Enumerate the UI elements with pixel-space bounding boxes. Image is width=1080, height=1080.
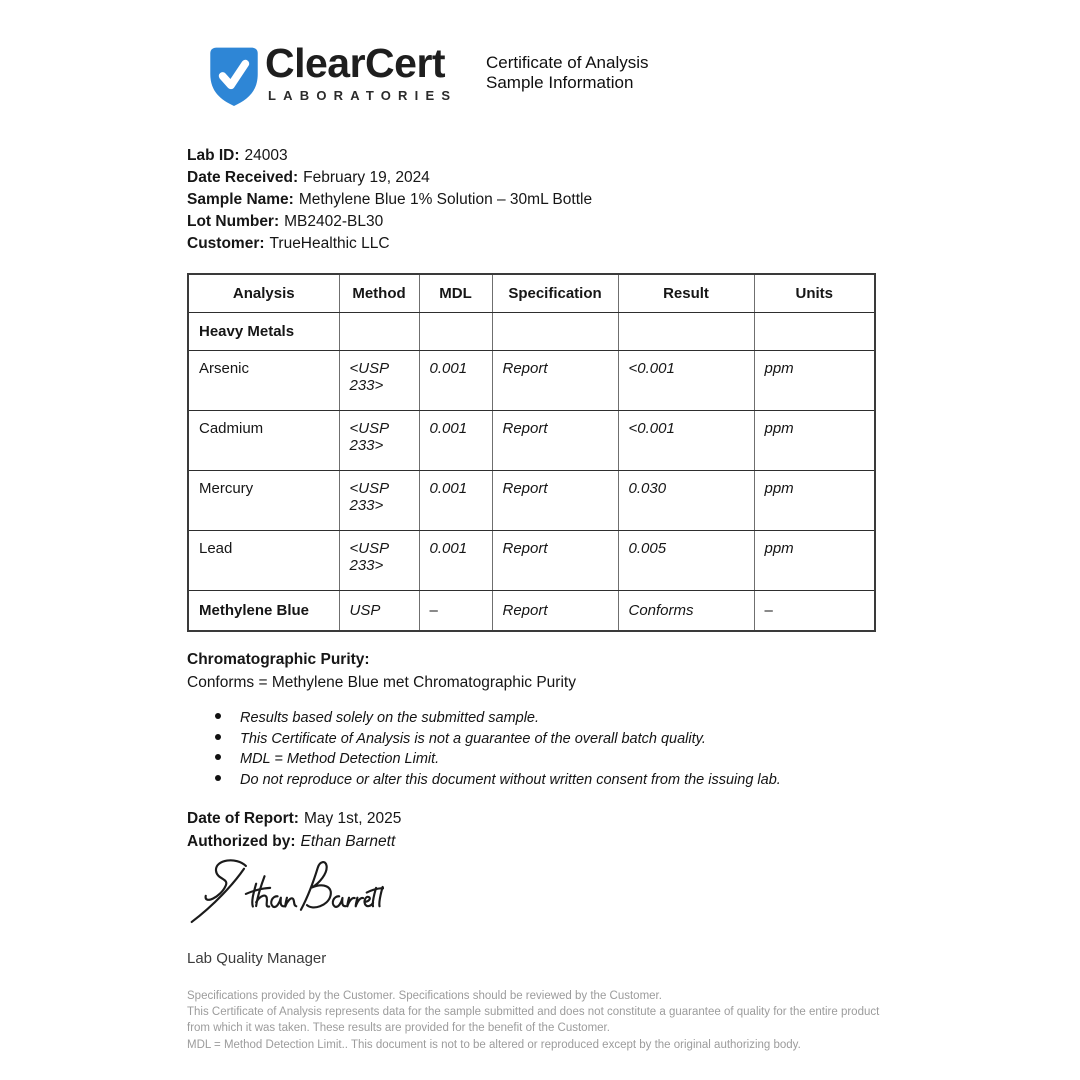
document-title-block xyxy=(486,53,649,92)
disclaimer-item: Do not reproduce or alter this document without written consent from the issuing lab. xyxy=(215,772,781,793)
cell-mdl: 0.001 xyxy=(419,350,492,410)
cell-mdl: 0.001 xyxy=(419,470,492,530)
fine-print-line: from which it was taken. These results are provided for the benefit of the Customer. xyxy=(187,1022,610,1035)
group-label: Heavy Metals xyxy=(188,312,339,350)
header-specification: Specification xyxy=(492,274,618,312)
field-label: Lot Number: xyxy=(187,213,280,230)
authorized-label: Authorized by: xyxy=(187,832,296,850)
fine-print-line: MDL = Method Detection Limit.. This document is not to be altered or reproduced except by the original authorizing body. xyxy=(187,1038,801,1051)
report-date-label: Date of Report: xyxy=(187,810,299,827)
report-meta xyxy=(187,808,401,853)
fine-print xyxy=(187,988,882,1053)
fine-print-line: Specifications provided by the Customer. Specifications should be reviewed by the Customer. xyxy=(187,990,662,1002)
cell-units: ppm xyxy=(754,410,875,470)
table-header-row xyxy=(188,274,875,312)
header-analysis: Analysis xyxy=(188,274,339,312)
cell-specification: Report xyxy=(492,470,618,530)
field-label: Sample Name: xyxy=(187,191,294,208)
cell-mdl: – xyxy=(419,590,492,631)
cell-mdl: 0.001 xyxy=(419,410,492,470)
cell-method: <USP 233> xyxy=(339,530,419,590)
cell-result: Conforms xyxy=(618,590,754,631)
bullet-icon xyxy=(215,754,221,760)
field-label: Customer: xyxy=(187,235,265,252)
cell-analysis: Mercury xyxy=(188,470,339,530)
cell-units: ppm xyxy=(754,350,875,410)
cell-method: <USP 233> xyxy=(339,410,419,470)
cell-result: 0.030 xyxy=(618,470,754,530)
group-row-heavy-metals xyxy=(188,312,875,350)
cell-analysis: Lead xyxy=(188,530,339,590)
analysis-table xyxy=(187,273,876,632)
report-date-value: May 1st, 2025 xyxy=(303,810,402,827)
field-value: MB2402-BL30 xyxy=(284,213,384,230)
brand-text xyxy=(265,40,457,103)
sample-info-row xyxy=(187,211,592,233)
purity-heading: Chromatographic Purity: xyxy=(187,651,370,668)
disclaimer-item: This Certificate of Analysis is not a guarantee of the overall batch quality. xyxy=(215,731,781,752)
disclaimer-item: MDL = Method Detection Limit. xyxy=(215,751,781,772)
brand-header xyxy=(207,40,457,108)
header-units: Units xyxy=(754,274,875,312)
bullet-icon xyxy=(215,734,221,740)
report-date-row xyxy=(187,808,401,831)
table-row-lead xyxy=(188,530,875,590)
cell-method: <USP 233> xyxy=(339,470,419,530)
document-section: Sample Information xyxy=(486,72,634,92)
fine-print-line: This Certificate of Analysis represents data for the sample submitted and does not constitute a guarantee of quality for the entire product xyxy=(187,1006,880,1019)
cell-specification: Report xyxy=(492,350,618,410)
header-result: Result xyxy=(618,274,754,312)
field-value: TrueHealthic LLC xyxy=(269,235,390,252)
authorized-value: Ethan Barnett xyxy=(300,832,396,850)
field-value: 24003 xyxy=(244,147,288,164)
cell-units: ppm xyxy=(754,530,875,590)
table-row-methylene-blue xyxy=(188,590,875,631)
header-mdl: MDL xyxy=(419,274,492,312)
disclaimer-item: Results based solely on the submitted sample. xyxy=(215,710,781,731)
authorized-row xyxy=(187,831,401,854)
field-label: Date Received: xyxy=(187,169,299,186)
sample-info-row xyxy=(187,233,592,255)
sample-info xyxy=(187,145,592,255)
cell-units: – xyxy=(754,590,875,631)
sample-info-row xyxy=(187,167,592,189)
cell-result: <0.001 xyxy=(618,350,754,410)
purity-block xyxy=(187,648,576,694)
cell-mdl: 0.001 xyxy=(419,530,492,590)
table-row-mercury xyxy=(188,470,875,530)
table-row-cadmium xyxy=(188,410,875,470)
cell-specification: Report xyxy=(492,590,618,631)
brand-tagline: LABORATORIES xyxy=(268,88,458,103)
shield-check-icon xyxy=(207,42,261,108)
cell-method: USP xyxy=(339,590,419,631)
cell-result: 0.005 xyxy=(618,530,754,590)
cell-result: <0.001 xyxy=(618,410,754,470)
signature-image xyxy=(188,855,384,931)
field-value: Methylene Blue 1% Solution – 30mL Bottle xyxy=(298,191,593,208)
sample-info-row xyxy=(187,145,592,167)
cell-specification: Report xyxy=(492,530,618,590)
cell-analysis: Arsenic xyxy=(188,350,339,410)
header-method: Method xyxy=(339,274,419,312)
cell-analysis: Methylene Blue xyxy=(188,590,339,631)
brand-name: ClearCert xyxy=(265,40,446,86)
cell-specification: Report xyxy=(492,410,618,470)
table-row-arsenic xyxy=(188,350,875,410)
bullet-icon xyxy=(215,775,221,781)
disclaimer-list xyxy=(215,710,781,792)
signer-title: Lab Quality Manager xyxy=(187,950,327,967)
document-type: Certificate of Analysis xyxy=(486,53,649,72)
sample-info-row xyxy=(187,189,592,211)
field-label: Lab ID: xyxy=(187,147,240,164)
cell-method: <USP 233> xyxy=(339,350,419,410)
purity-note: Conforms = Methylene Blue met Chromatographic Purity xyxy=(187,674,576,691)
field-value: February 19, 2024 xyxy=(303,169,430,186)
bullet-icon xyxy=(215,713,221,719)
cell-analysis: Cadmium xyxy=(188,410,339,470)
cell-units: ppm xyxy=(754,470,875,530)
